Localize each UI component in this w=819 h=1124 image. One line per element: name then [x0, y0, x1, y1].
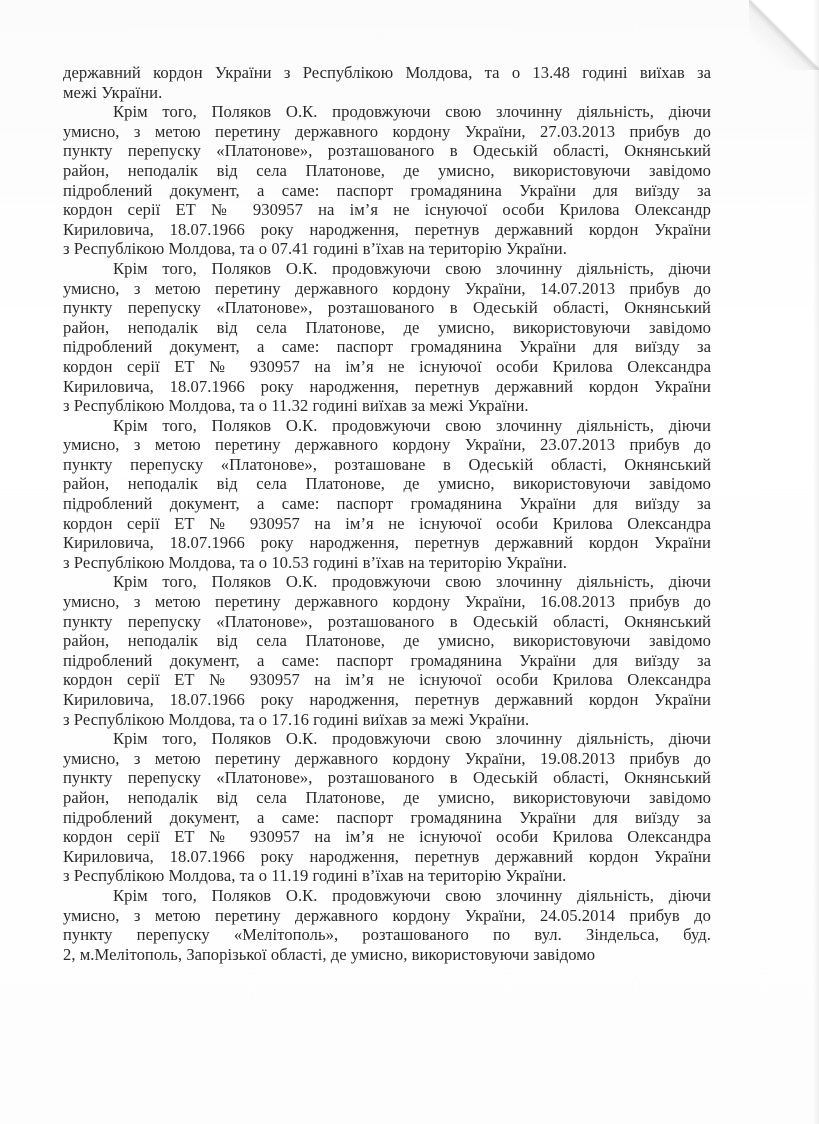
paragraph-line: Крім того, Поляков О.К. продовжуючи свою злочинну діяльність, діючи	[113, 258, 711, 278]
paragraph-line: підроблений документ, а саме: паспорт громадянина України для виїзду за	[63, 650, 711, 670]
document-paragraph	[63, 416, 711, 573]
paragraph-line: з Республікою Молдова, та о 10.53 годині в’їхав на територію України.	[63, 552, 567, 572]
paragraph-line: умисно, з метою перетину державного кордону України, 16.08.2013 прибув до	[63, 592, 711, 612]
paragraph-line: з Республікою Молдова, та о 17.16 годині виїхав за межі України.	[63, 709, 530, 729]
paragraph-line: Крім того, Поляков О.К. продовжуючи свою злочинну діяльність, діючи	[113, 729, 711, 749]
paragraph-line: кордон серії ЕТ № 930957 на ім’я не існуючої особи Крилова Олександра	[63, 356, 711, 376]
paragraph-line: кордон серії ЕТ № 930957 на ім’я не існуючої особи Крилова Олександр	[63, 200, 711, 220]
paragraph-line: Кириловича, 18.07.1966 року народження, перетнув державний кордон України	[63, 219, 711, 239]
paragraph-line: підроблений документ, а саме: паспорт громадянина України для виїзду за	[63, 807, 711, 827]
paragraph-line: пункту перепуску «Платонове», розташованого в Одеській області, Окнянський	[63, 141, 711, 161]
paragraph-line: кордон серії ЕТ № 930957 на ім’я не існуючої особи Крилова Олександра	[63, 670, 711, 690]
paragraph-line: район, неподалік від села Платонове, де умисно, використовуючи завідомо	[63, 160, 711, 180]
paragraph-line: умисно, з метою перетину державного кордону України, 23.07.2013 прибув до	[63, 435, 711, 455]
document-body	[63, 63, 711, 964]
paragraph-line: кордон серії ЕТ № 930957 на ім’я не існуючої особи Крилова Олександра	[63, 513, 711, 533]
paragraph-line: Крім того, Поляков О.К. продовжуючи свою злочинну діяльність, діючи	[113, 572, 711, 592]
paragraph-line: Крім того, Поляков О.К. продовжуючи свою злочинну діяльність, діючи	[113, 885, 711, 905]
page-corner-fold	[749, 0, 819, 70]
paragraph-line: підроблений документ, а саме: паспорт громадянина України для виїзду за	[63, 180, 711, 200]
paragraph-line: Кириловича, 18.07.1966 року народження, перетнув державний кордон України	[63, 533, 711, 553]
paragraph-line: умисно, з метою перетину державного кордону України, 24.05.2014 прибув до	[63, 905, 711, 925]
paragraph-line: Крім того, Поляков О.К. продовжуючи свою злочинну діяльність, діючи	[113, 102, 711, 122]
paragraph-line: Кириловича, 18.07.1966 року народження, перетнув державний кордон України	[63, 690, 711, 709]
paragraph-line: кордон серії ЕТ № 930957 на ім’я не існуючої особи Крилова Олександра	[63, 827, 711, 847]
paragraph-line: умисно, з метою перетину державного кордону України, 14.07.2013 прибув до	[63, 278, 711, 298]
paragraph-line: пункту перепуску «Мелітополь», розташованого по вул. Зіндельса, буд.	[63, 925, 711, 945]
paragraph-line: з Республікою Молдова, та о 11.19 годині в’їхав на територію України.	[63, 866, 567, 886]
paragraph-line: район, неподалік від села Платонове, де умисно, використовуючи завідомо	[63, 317, 711, 337]
document-paragraph	[63, 102, 711, 259]
paragraph-line: межі України.	[63, 82, 163, 102]
paragraph-line: державний кордон України з Республікою Молдова, та о 13.48 годині виїхав за	[63, 63, 711, 82]
paragraph-line: підроблений документ, а саме: паспорт громадянина України для виїзду за	[63, 337, 711, 357]
paragraph-line: район, неподалік від села Платонове, де умисно, використовуючи завідомо	[63, 787, 711, 807]
paragraph-line: район, неподалік від села Платонове, де умисно, використовуючи завідомо	[63, 631, 711, 651]
paragraph-line: умисно, з метою перетину державного кордону України, 19.08.2013 прибув до	[63, 748, 711, 768]
paragraph-line: Крім того, Поляков О.К. продовжуючи свою злочинну діяльність, діючи	[113, 415, 711, 435]
paragraph-line: підроблений документ, а саме: паспорт громадянина України для виїзду за	[63, 494, 711, 514]
paragraph-line: район, неподалік від села Платонове, де умисно, використовуючи завідомо	[63, 474, 711, 494]
paragraph-line: з Республікою Молдова, та о 07.41 годині в’їхав на територію України.	[63, 239, 567, 259]
page-edge-shadow	[813, 0, 819, 1124]
paragraph-line: з Республікою Молдова, та о 11.32 годині виїхав за межі України.	[63, 396, 529, 416]
document-paragraph	[63, 886, 711, 964]
document-paragraph	[63, 63, 711, 102]
paragraph-line: пункту перепуску «Платонове», розташованого в Одеській області, Окнянський	[63, 611, 711, 631]
paragraph-line: умисно, з метою перетину державного кордону України, 27.03.2013 прибув до	[63, 121, 711, 141]
paragraph-line: пункту перепуску «Платонове», розташоване в Одеській області, Окнянський	[63, 454, 711, 474]
document-paragraph	[63, 572, 711, 729]
document-paragraph	[63, 259, 711, 416]
paragraph-line: 2, м.Мелітополь, Запорізької області, де умисно, використовуючи завідомо	[63, 944, 596, 964]
paragraph-line: пункту перепуску «Платонове», розташованого в Одеській області, Окнянський	[63, 768, 711, 788]
document-paragraph	[63, 729, 711, 886]
paragraph-line: Кириловича, 18.07.1966 року народження, перетнув державний кордон України	[63, 846, 711, 866]
paragraph-line: пункту перепуску «Платонове», розташованого в Одеській області, Окнянський	[63, 298, 711, 318]
paragraph-line: Кириловича, 18.07.1966 року народження, перетнув державний кордон України	[63, 376, 711, 396]
